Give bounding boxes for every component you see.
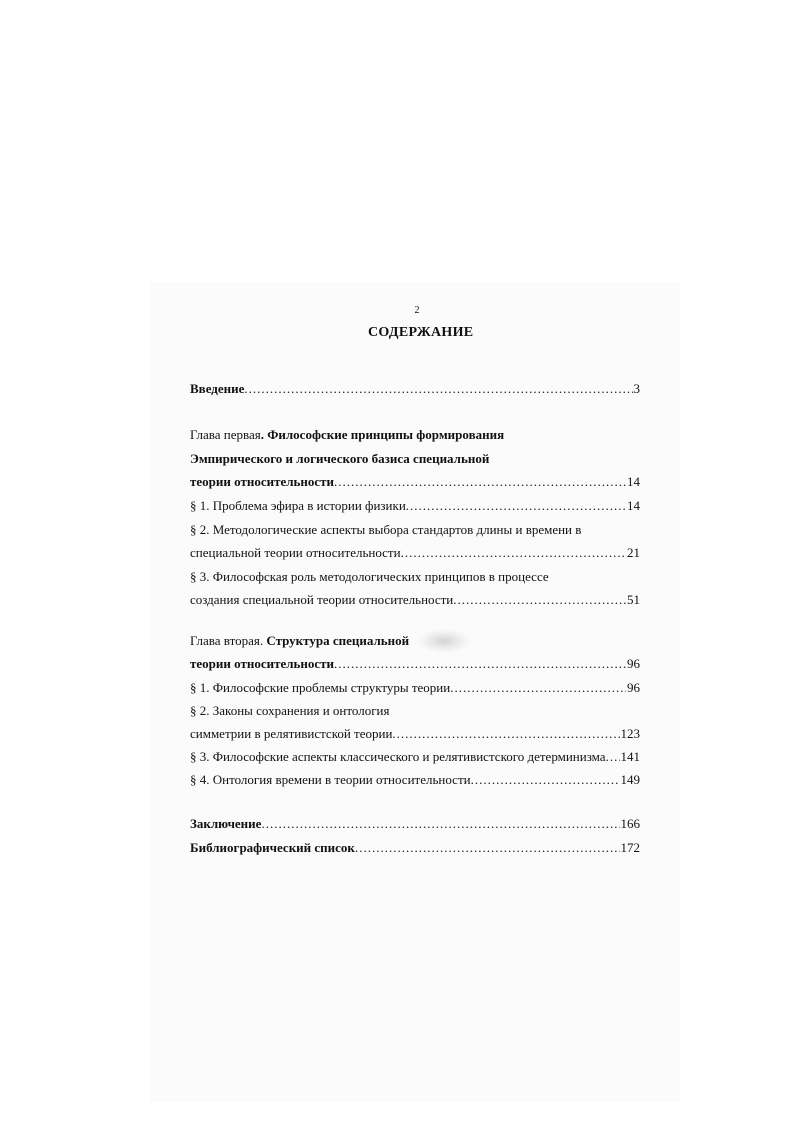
leader-dots [244,380,632,398]
toc-entry-label: специальной теории относительности [190,545,401,560]
leader-dots [606,748,620,766]
scan-smudge [418,629,470,653]
leader-dots [392,725,619,743]
toc-entry-chapter1 [190,473,640,491]
toc-entry-ch2-s2-line1: § 2. Законы сохранения и онтология [190,703,390,718]
toc-entry-label: Введение [190,381,245,396]
toc-entry-page: 141 [620,749,640,764]
toc-entry-ch1-s1 [190,497,640,515]
leader-dots [401,544,626,562]
toc-entry-page: 96 [627,656,640,671]
leader-dots [453,591,626,609]
toc-entry-label: § 3. Философские аспекты классического и релятивистского детерминизма [190,749,606,764]
chapter2-title-part1: Структура специальной [266,633,410,648]
toc-entry-page: 123 [620,726,640,741]
toc-entry-label: Библиографический список [190,840,355,855]
toc-entry-bibliography [190,839,640,857]
toc-entry-page: 21 [627,545,640,560]
toc-entry-label: § 1. Проблема эфира в истории физики [190,498,406,513]
toc-entry-ch1-s3-line1: § 3. Философская роль методологических принципов в процессе [190,569,549,584]
toc-entry-ch2-s2 [190,725,640,743]
toc-entry-ch2-s1 [190,679,640,697]
toc-entry-ch1-s3 [190,591,640,609]
chapter2-heading-line1 [190,632,640,650]
leader-dots [450,679,626,697]
chapter1-prefix: Глава первая [190,427,261,442]
toc-entry-label: теории относительности [190,474,335,489]
toc-entry-ch2-s3 [190,748,640,766]
chapter1-title-part1: . Философские принципы формирования [260,427,505,442]
toc-entry-page: 149 [620,772,640,787]
leader-dots [334,655,626,673]
chapter1-heading-line1 [190,426,640,444]
toc-entry-label: § 1. Философские проблемы структуры теории [190,680,451,695]
toc-entry-conclusion [190,815,640,833]
leader-dots [406,497,626,515]
toc-entry-page: 14 [627,474,640,489]
toc-entry-label: теории относительности [190,656,335,671]
leader-dots [334,473,626,491]
toc-entry-page: 96 [627,680,640,695]
leader-dots [471,771,620,789]
toc-entry-page: 51 [627,592,640,607]
chapter2-prefix: Глава вторая. [190,633,264,648]
toc-entry-chapter2 [190,655,640,673]
chapter1-heading-line2: Эмпирического и логического базиса специальной [190,451,490,466]
toc-entry-label: создания специальной теории относительности [190,592,454,607]
toc-entry-page: 3 [633,381,640,396]
toc-entry-ch1-s2-line1: § 2. Методологические аспекты выбора стандартов длины и времени в [190,522,582,537]
toc-entry-label: Заключение [190,816,262,831]
toc-entry-ch1-s2 [190,544,640,562]
toc-entry-intro [190,380,640,398]
page-number: 2 [414,305,420,316]
leader-dots [355,839,620,857]
toc-entry-page: 172 [620,840,640,855]
toc-entry-ch2-s4 [190,771,640,789]
toc-entry-page: 166 [620,816,640,831]
leader-dots [261,815,619,833]
page-title: СОДЕРЖАНИЕ [368,325,474,340]
toc-entry-page: 14 [627,498,640,513]
toc-entry-label: § 4. Онтология времени в теории относительности [190,772,471,787]
toc-entry-label: симметрии в релятивистской теории [190,726,393,741]
